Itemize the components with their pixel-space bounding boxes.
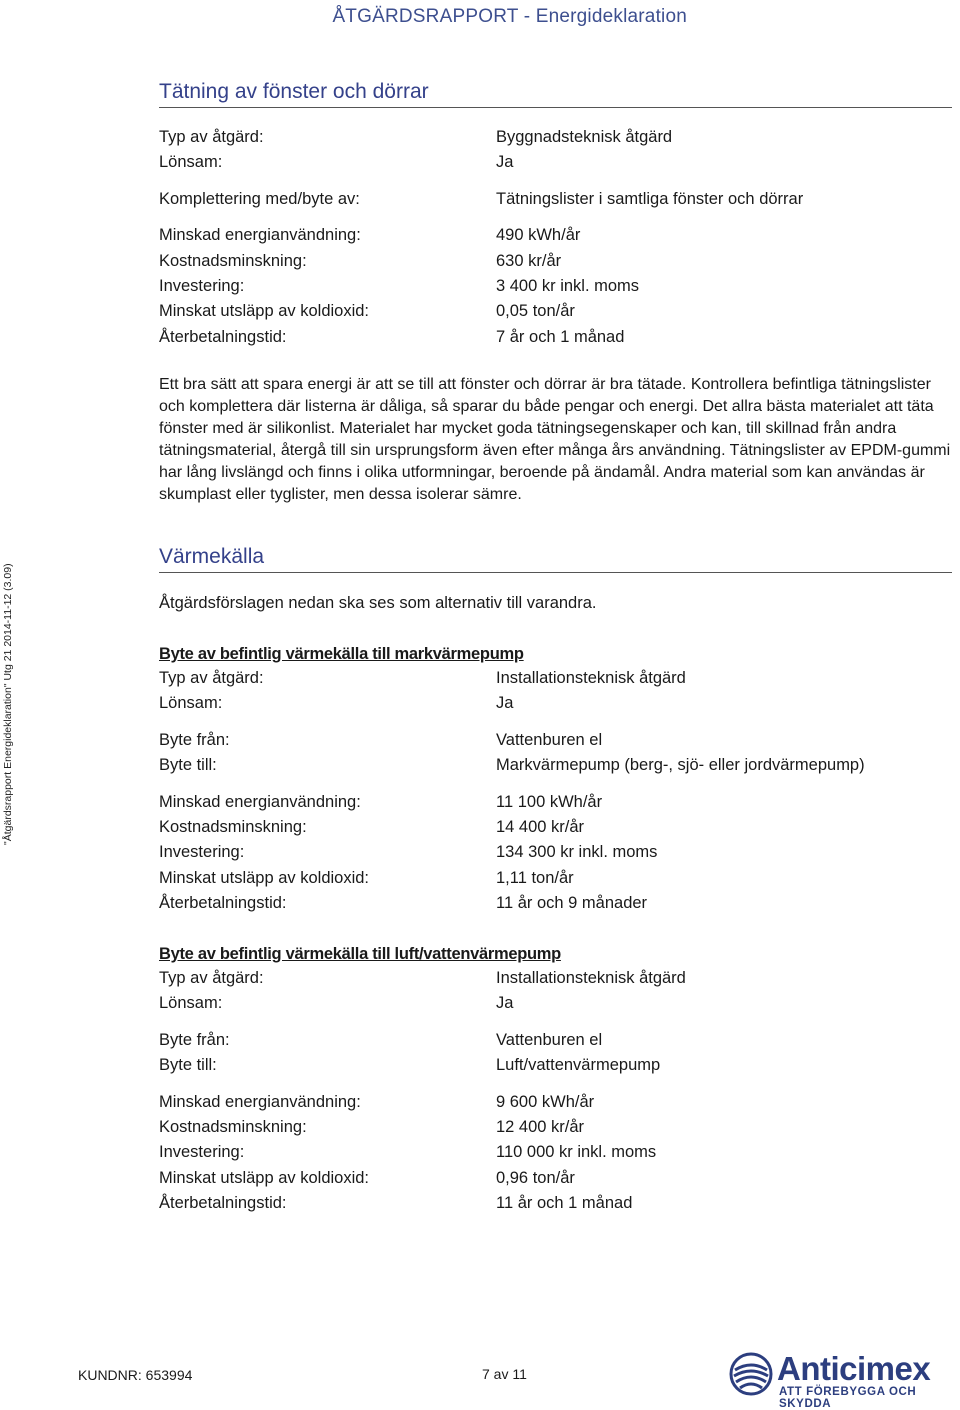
detail-row: [159, 1115, 686, 1140]
detail-row: [159, 1166, 686, 1191]
detail-label: Återbetalningstid:: [159, 1194, 287, 1213]
detail-value: 490 kWh/år: [496, 226, 581, 245]
detail-row: [159, 966, 686, 991]
detail-value: Ja: [496, 994, 514, 1013]
detail-row: [159, 1028, 686, 1053]
detail-row: [159, 1090, 686, 1115]
option-title-luftvattenvarmepump: Byte av befintlig värmekälla till luft/vattenvärmepump: [159, 945, 561, 963]
markvarmepump-details: [159, 666, 865, 917]
detail-value: 1,11 ton/år: [496, 868, 574, 887]
detail-label: Typ av åtgärd:: [159, 669, 264, 687]
customer-number: KUNDNR: 653994: [78, 1367, 193, 1383]
detail-value: Byggnadsteknisk åtgärd: [496, 128, 673, 146]
report-title: ÅTGÄRDSRAPPORT - Energideklaration: [332, 6, 687, 27]
detail-row: [159, 815, 865, 840]
detail-label: Kostnadsminskning:: [159, 817, 307, 836]
detail-label: Typ av åtgärd:: [159, 128, 264, 146]
detail-label: Lönsam:: [159, 994, 223, 1013]
detail-row: [159, 1191, 686, 1216]
detail-row: [159, 1053, 686, 1078]
detail-label: Minskat utsläpp av koldioxid:: [159, 1168, 370, 1187]
anticimex-logo: [729, 1350, 957, 1410]
detail-row: [159, 249, 803, 274]
detail-row: [159, 150, 803, 175]
detail-row: [159, 187, 803, 212]
detail-value: 630 kr/år: [496, 251, 562, 270]
detail-value: Installationsteknisk åtgärd: [496, 669, 686, 687]
section-heading-tatning: Tätning av fönster och dörrar: [159, 80, 952, 108]
detail-label: Minskad energianvändning:: [159, 226, 361, 245]
detail-value: Vattenburen el: [496, 1030, 603, 1049]
tatning-details: [159, 125, 803, 350]
document-version-label: "Åtgärdsrapport Energideklaration" Utg 21 2014-11-12 (3.09): [2, 563, 14, 845]
detail-label: Återbetalningstid:: [159, 327, 287, 346]
detail-row: [159, 125, 803, 150]
detail-label: Byte från:: [159, 730, 230, 749]
detail-value: 14 400 kr/år: [496, 817, 585, 836]
detail-value: 11 100 kWh/år: [496, 792, 603, 811]
option-title-markvarmepump: Byte av befintlig värmekälla till markvärmepump: [159, 645, 524, 663]
detail-row: [159, 728, 865, 753]
detail-row: [159, 691, 865, 716]
detail-value: 3 400 kr inkl. moms: [496, 276, 640, 295]
detail-label: Byte till:: [159, 756, 217, 775]
detail-value: Vattenburen el: [496, 730, 603, 749]
detail-label: Typ av åtgärd:: [159, 969, 264, 987]
detail-row: [159, 274, 803, 299]
detail-value: 7 år och 1 månad: [496, 327, 625, 346]
detail-label: Investering:: [159, 1143, 245, 1162]
detail-label: Återbetalningstid:: [159, 894, 287, 913]
logo-brand-name: Anticimex: [777, 1350, 931, 1387]
detail-label: Investering:: [159, 843, 245, 862]
detail-value: 134 300 kr inkl. moms: [496, 843, 658, 862]
detail-row: [159, 991, 686, 1016]
detail-row: [159, 325, 803, 350]
luftvattenvarmepump-details: [159, 966, 686, 1217]
detail-label: Byte från:: [159, 1030, 230, 1049]
detail-row: [159, 299, 803, 324]
anticimex-swirl-icon: [729, 1352, 773, 1396]
detail-value: 12 400 kr/år: [496, 1117, 585, 1136]
detail-value: 11 år och 1 månad: [496, 1194, 633, 1213]
detail-row: [159, 223, 803, 248]
detail-row: [159, 790, 865, 815]
detail-label: Minskat utsläpp av koldioxid:: [159, 868, 370, 887]
detail-value: Ja: [496, 153, 514, 172]
section-heading-varmekalla: Värmekälla: [159, 545, 952, 573]
page-number: 7 av 11: [482, 1366, 527, 1382]
detail-row: [159, 666, 865, 691]
detail-value: Installationsteknisk åtgärd: [496, 969, 686, 987]
varmekalla-intro: Åtgärdsförslagen nedan ska ses som alternativ till varandra.: [159, 594, 597, 612]
detail-label: Lönsam:: [159, 694, 223, 713]
detail-value: Luft/vattenvärmepump: [496, 1056, 661, 1075]
detail-row: [159, 753, 865, 778]
detail-row: [159, 866, 865, 891]
detail-label: Minskad energianvändning:: [159, 1092, 361, 1111]
detail-label: Lönsam:: [159, 153, 223, 172]
detail-value: 11 år och 9 månader: [496, 894, 648, 913]
detail-row: [159, 840, 865, 865]
detail-label: Kostnadsminskning:: [159, 1117, 307, 1136]
detail-value: 0,05 ton/år: [496, 302, 575, 321]
detail-label: Kostnadsminskning:: [159, 251, 307, 270]
detail-value: Tätningslister i samtliga fönster och dörrar: [496, 189, 804, 208]
detail-label: Minskad energianvändning:: [159, 792, 361, 811]
detail-value: 0,96 ton/år: [496, 1168, 575, 1187]
logo-tagline: ATT FÖREBYGGA OCH SKYDDA: [779, 1386, 917, 1410]
detail-value: Ja: [496, 694, 514, 713]
detail-value: Markvärmepump (berg-, sjö- eller jordvärmepump): [496, 756, 865, 775]
detail-row: [159, 891, 865, 916]
detail-label: Byte till:: [159, 1056, 217, 1075]
detail-value: 110 000 kr inkl. moms: [496, 1143, 657, 1162]
detail-label: Investering:: [159, 276, 245, 295]
detail-value: 9 600 kWh/år: [496, 1092, 595, 1111]
detail-label: Komplettering med/byte av:: [159, 189, 360, 208]
detail-row: [159, 1140, 686, 1165]
detail-label: Minskat utsläpp av koldioxid:: [159, 302, 370, 321]
tatning-description: Ett bra sätt att spara energi är att se till att fönster och dörrar är bra tätade. Kontrollera befintliga tätningslister och komplettera där listerna är dåliga, så sparar du både pengar och energi. Det allra bästa materialet att täta fönster med är silikonlist. Materialet har mycket goda tätningsegenskaper och kan, till skillnad från andra tätningsmaterial, återgå till sin ursprungsform även efter många års användning. Tätningslister av EPDM-gummi har lång livslängd och finns i olika utformningar, beroende på ändamål. Andra material som kan användas är skumplast eller tyglister, men dessa isolerar sämre.: [159, 376, 951, 503]
